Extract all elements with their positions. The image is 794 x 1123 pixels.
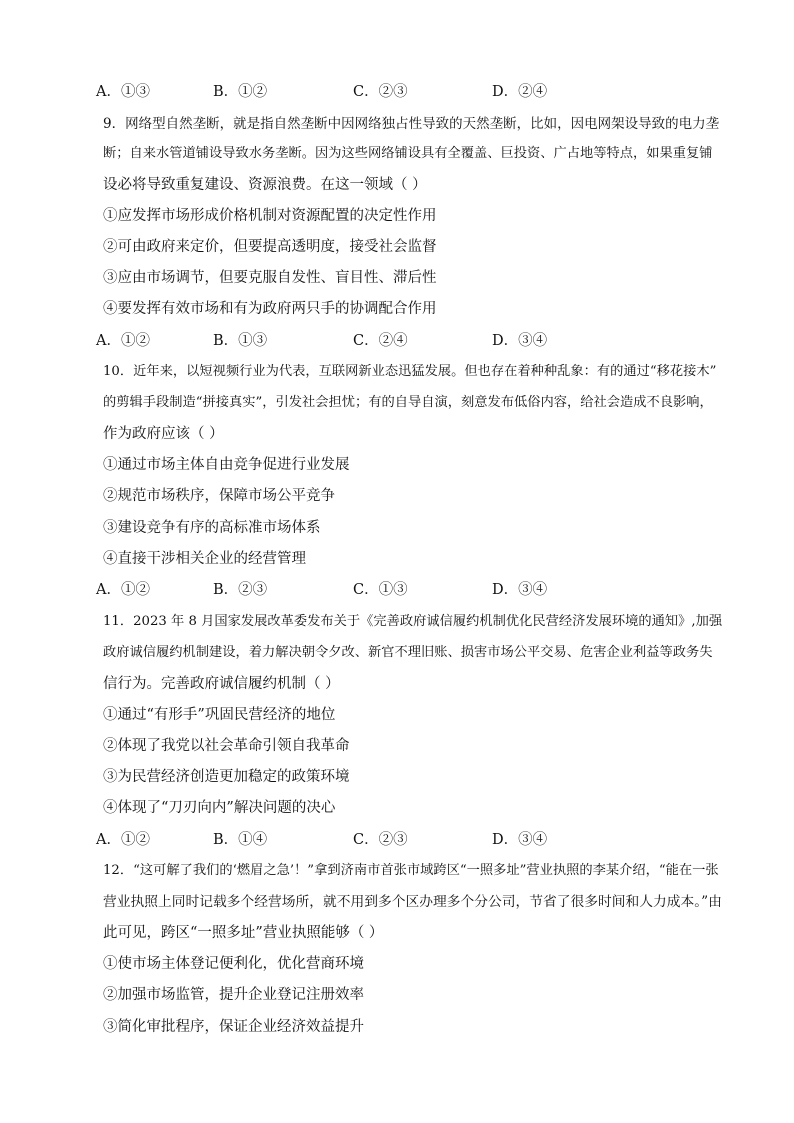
q9-statement-4: ④要发挥有效市场和有为政府两只手的协调配合作用 [103, 301, 437, 317]
q10-option-d: D．③④ [492, 582, 548, 598]
q9-statement-1: ①应发挥市场形成价格机制对资源配置的决定性作用 [103, 208, 437, 224]
q9-stem-line-3: 设必将导致重复建设、资源浪费。在这一领域（ ） [103, 177, 427, 193]
q9-stem-line-1: 9．网络型自然垄断，就是指自然垄断中因网络独占性导致的天然垄断，比如，因电网架设导致的电力垄 [103, 116, 720, 132]
q12-stem-line-3: 此可见，跨区“一照多址”营业执照能够（ ） [103, 925, 384, 941]
q10-option-a: A．①② [96, 582, 150, 598]
q9-option-d: D．③④ [492, 333, 548, 349]
q11-statement-1: ①通过“有形手”巩固民营经济的地位 [103, 707, 336, 723]
q10-stem-line-1: 10．近年来，以短视频行业为代表，互联网新业态迅猛发展。但也存在着种种乱象：有的通过“移花接木” [103, 364, 717, 379]
q11-stem-line-3: 信行为。完善政府诚信履约机制（ ） [103, 676, 340, 692]
q9-options [96, 331, 736, 351]
q9-stem-line-2: 断；自来水管道铺设导致水务垄断。因为这些网络铺设具有全覆盖、巨投资、广占地等特点，如果重复铺 [103, 146, 713, 161]
q10-option-c: C．①③ [353, 582, 408, 598]
q8-option-a: A．①③ [96, 84, 150, 100]
q10-stem-line-3: 作为政府应该（ ） [103, 426, 224, 442]
q11-option-a: A．①② [96, 832, 150, 848]
q11-option-b: B．①④ [213, 832, 268, 848]
q12-stem-line-1: 12．“这可解了我们的‘燃眉之急’！”拿到济南市首张市域跨区“一照多址”营业执照的李某介绍，“能在一张 [103, 863, 719, 878]
q10-statement-1: ①通过市场主体自由竞争促进行业发展 [103, 457, 350, 473]
q11-stem-line-1: 11．2023 年 8 月国家发展改革委发布关于《完善政府诚信履约机制优化民营经济发展环境的通知》,加强 [103, 614, 723, 629]
q11-statement-3: ③为民营经济创造更加稳定的政策环境 [103, 769, 350, 785]
q9-option-c: C．②④ [353, 333, 408, 349]
q12-statement-2: ②加强市场监管，提升企业登记注册效率 [103, 987, 364, 1003]
q10-options [96, 580, 736, 600]
q8-options [96, 82, 736, 102]
q10-stem-line-2: 的剪辑手段制造“拼接真实”，引发社会担忧；有的自导自演，刻意发布低俗内容，给社会造成不良影响， [103, 395, 713, 410]
q11-options [96, 830, 736, 850]
q10-statement-3: ③建设竞争有序的高标准市场体系 [103, 520, 321, 536]
q11-statement-4: ④体现了“刀刃向内”解决问题的决心 [103, 800, 336, 816]
q9-option-b: B．①③ [213, 333, 268, 349]
q8-option-b: B．①② [213, 84, 268, 100]
q12-statement-3: ③简化审批程序，保证企业经济效益提升 [103, 1019, 364, 1035]
q11-statement-2: ②体现了我党以社会革命引领自我革命 [103, 738, 350, 754]
q8-option-d: D．②④ [492, 84, 548, 100]
q9-option-a: A．①② [96, 333, 150, 349]
q12-statement-1: ①使市场主体登记便利化，优化营商环境 [103, 956, 364, 972]
q8-option-c: C．②③ [353, 84, 408, 100]
q10-option-b: B．②③ [213, 582, 268, 598]
q9-statement-3: ③应由市场调节，但要克服自发性、盲目性、滞后性 [103, 270, 437, 286]
q10-statement-2: ②规范市场秩序，保障市场公平竞争 [103, 488, 335, 504]
q10-statement-4: ④直接干涉相关企业的经营管理 [103, 551, 306, 567]
q11-option-c: C．②③ [353, 832, 408, 848]
q11-stem-line-2: 政府诚信履约机制建设，着力解决朝令夕改、新官不理旧账、损害市场公平交易、危害企业利益等政务失 [103, 645, 713, 660]
q12-stem-line-2: 营业执照上同时记载多个经营场所，就不用到多个区办理多个分公司，节省了很多时间和人力成本。”由 [103, 894, 722, 910]
q9-statement-2: ②可由政府来定价，但要提高透明度，接受社会监督 [103, 239, 437, 255]
q11-option-d: D．③④ [492, 832, 548, 848]
